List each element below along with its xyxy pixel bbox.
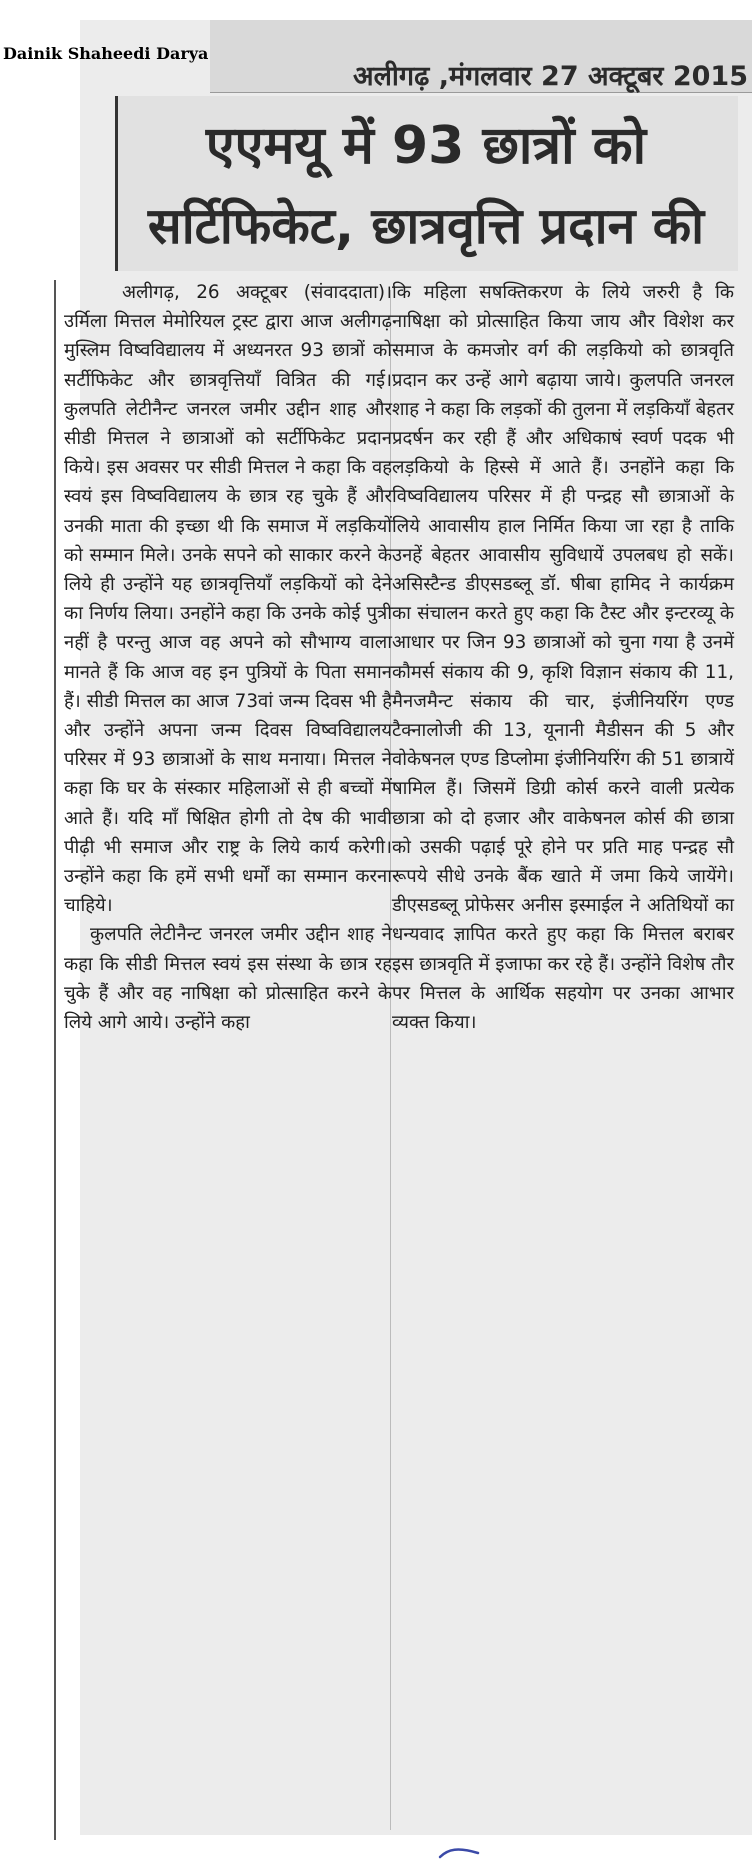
article-column-1	[64, 278, 392, 1037]
article-paragraph: कि महिला सषक्तिकरण के लिये जरुरी है कि नाषिक्षा को प्रोत्साहित किया जाय और विशेश कर समाज के कमजोर वर्ग की लड़कियो को छात्रवृति प्रदान कर उन्हें आगे बढ़ाया जाये। कुलपति जनरल शाह ने कहा कि लड़कों की तुलना में लड़कियाँ बेहतर प्रदर्षन कर रही हैं और अधिकाषं स्वर्ण पदक भी लड़कियो के हिस्से में आते हैं। उनहोंने कहा कि विष्वविद्यालय परिसर में ही पन्द्रह सौ छात्राओं के लिये आवासीय हाल निर्मित किया जा रहा है ताकि उनहें बेहतर आवासीय सुविधायें उपलबध हो सकें। असिस्टैन्ड डीएसडब्लू डॉ. षीबा हामिद ने कार्यक्रम का संचालन करते हुए कहा कि टैस्ट और इन्टरव्यू के आधार पर जिन 93 छात्राओं को चुना गया है उनमें कौमर्स संकाय की 9, कृशि विज्ञान संकाय की 11, मैनजमैन्ट संकाय की चार, इंजीनियरिंग एण्ड टैक्नालोजी की 13, यूनानी मैडीसन की 5 और वोकेषनल एण्ड डिप्लोमा इंजीनियरिंग की 51 छात्रायें षामिल हैं। जिसमें डिग्री कोर्स करने वाली प्रत्येक छात्रा को दो हजार और वाकेषनल कोर्स की छात्रा को उसकी पढ़ाई पूरे होने पर प्रति माह पन्द्रह सौ रूपये सीधे उनके बैंक खाते में जमा किये जायेंगे। डीएसडब्लू प्रोफेसर अनीस इस्माईल ने अतिथियों का धन्यवाद ज्ञापित करते हुए कहा कि मित्तल बराबर इस छात्रवृति में इजाफा कर रहे हैं। उन्होंने विशेष तौर पर मित्तल के आर्थिक सहयोग पर उनका आभार व्यक्त किया।	[392, 282, 734, 1034]
newspaper-source-label: Dainik Shaheedi Darya	[3, 44, 209, 63]
article-column-2	[392, 278, 734, 1037]
headline-line-2: सर्टिफिकेट, छात्रवृत्ति प्रदान की	[147, 197, 705, 255]
article-paragraph: कुलपति लेटीनैन्ट जनरल जमीर उद्दीन शाह ने कहा कि सीडी मित्तल स्वयं इस संस्था के छात्र रह चुके हैं और वह नाषिक्षा को प्रोत्साहित करने के लिये आगे आये। उन्होंने कहा	[64, 924, 392, 1034]
pen-mark-icon	[438, 1845, 480, 1861]
dateline: अलीगढ़ ,मंगलवार 27 अक्टूबर 2015	[352, 61, 748, 92]
headline-line-1: एएमयू में 93 छात्रों को	[205, 116, 647, 176]
article-paragraph: अलीगढ़, 26 अक्टूबर (संवाददाता)। उर्मिला मित्तल मेमोरियल ट्रस्ट द्वारा आज अलीगढ़ मुस्लिम विष्वविद्यालय में अध्यनरत 93 छात्रों को सर्टीफिकेट और छात्रवृत्तियाँ वित्रित की गई। कुलपति लेटीनैन्ट जनरल जमीर उद्दीन शाह और सीडी मित्तल ने छात्राओं को सर्टीफिकेट प्रदान किये। इस अवसर पर सीडी मित्तल ने कहा कि वह स्वयं इस विष्वविद्यालय के छात्र रह चुके हैं और उनकी माता की इच्छा थी कि समाज में लड़कियों को सम्मान मिले। उनके सपने को साकार करने के लिये ही उन्होंने यह छात्रवृत्तियाँ लड़कियों को देने का निर्णय लिया। उनहोंने कहा कि उनके कोई पुत्री नहीं है परन्तु आज वह अपने को सौभाग्य वाला मानते हैं कि आज वह इन पुत्रियों के पिता समान हैं। सीडी मित्तल का आज 73वां जन्म दिवस भी है और उन्होंने अपना जन्म दिवस विष्वविद्यालय परिसर में 93 छात्राओं के साथ मनाया। मित्तल ने कहा कि घर के संस्कार महिलाओं से ही बच्चों में आते हैं। यदि माँ षिक्षित होगी तो देष की भावी पीढ़ी भी समाज और राष्ट्र के लिये कार्य करेगी। उन्होंने कहा कि हमें सभी धर्मों का सम्मान करना चाहिये।	[64, 282, 392, 917]
column-rule-left	[54, 280, 56, 1840]
